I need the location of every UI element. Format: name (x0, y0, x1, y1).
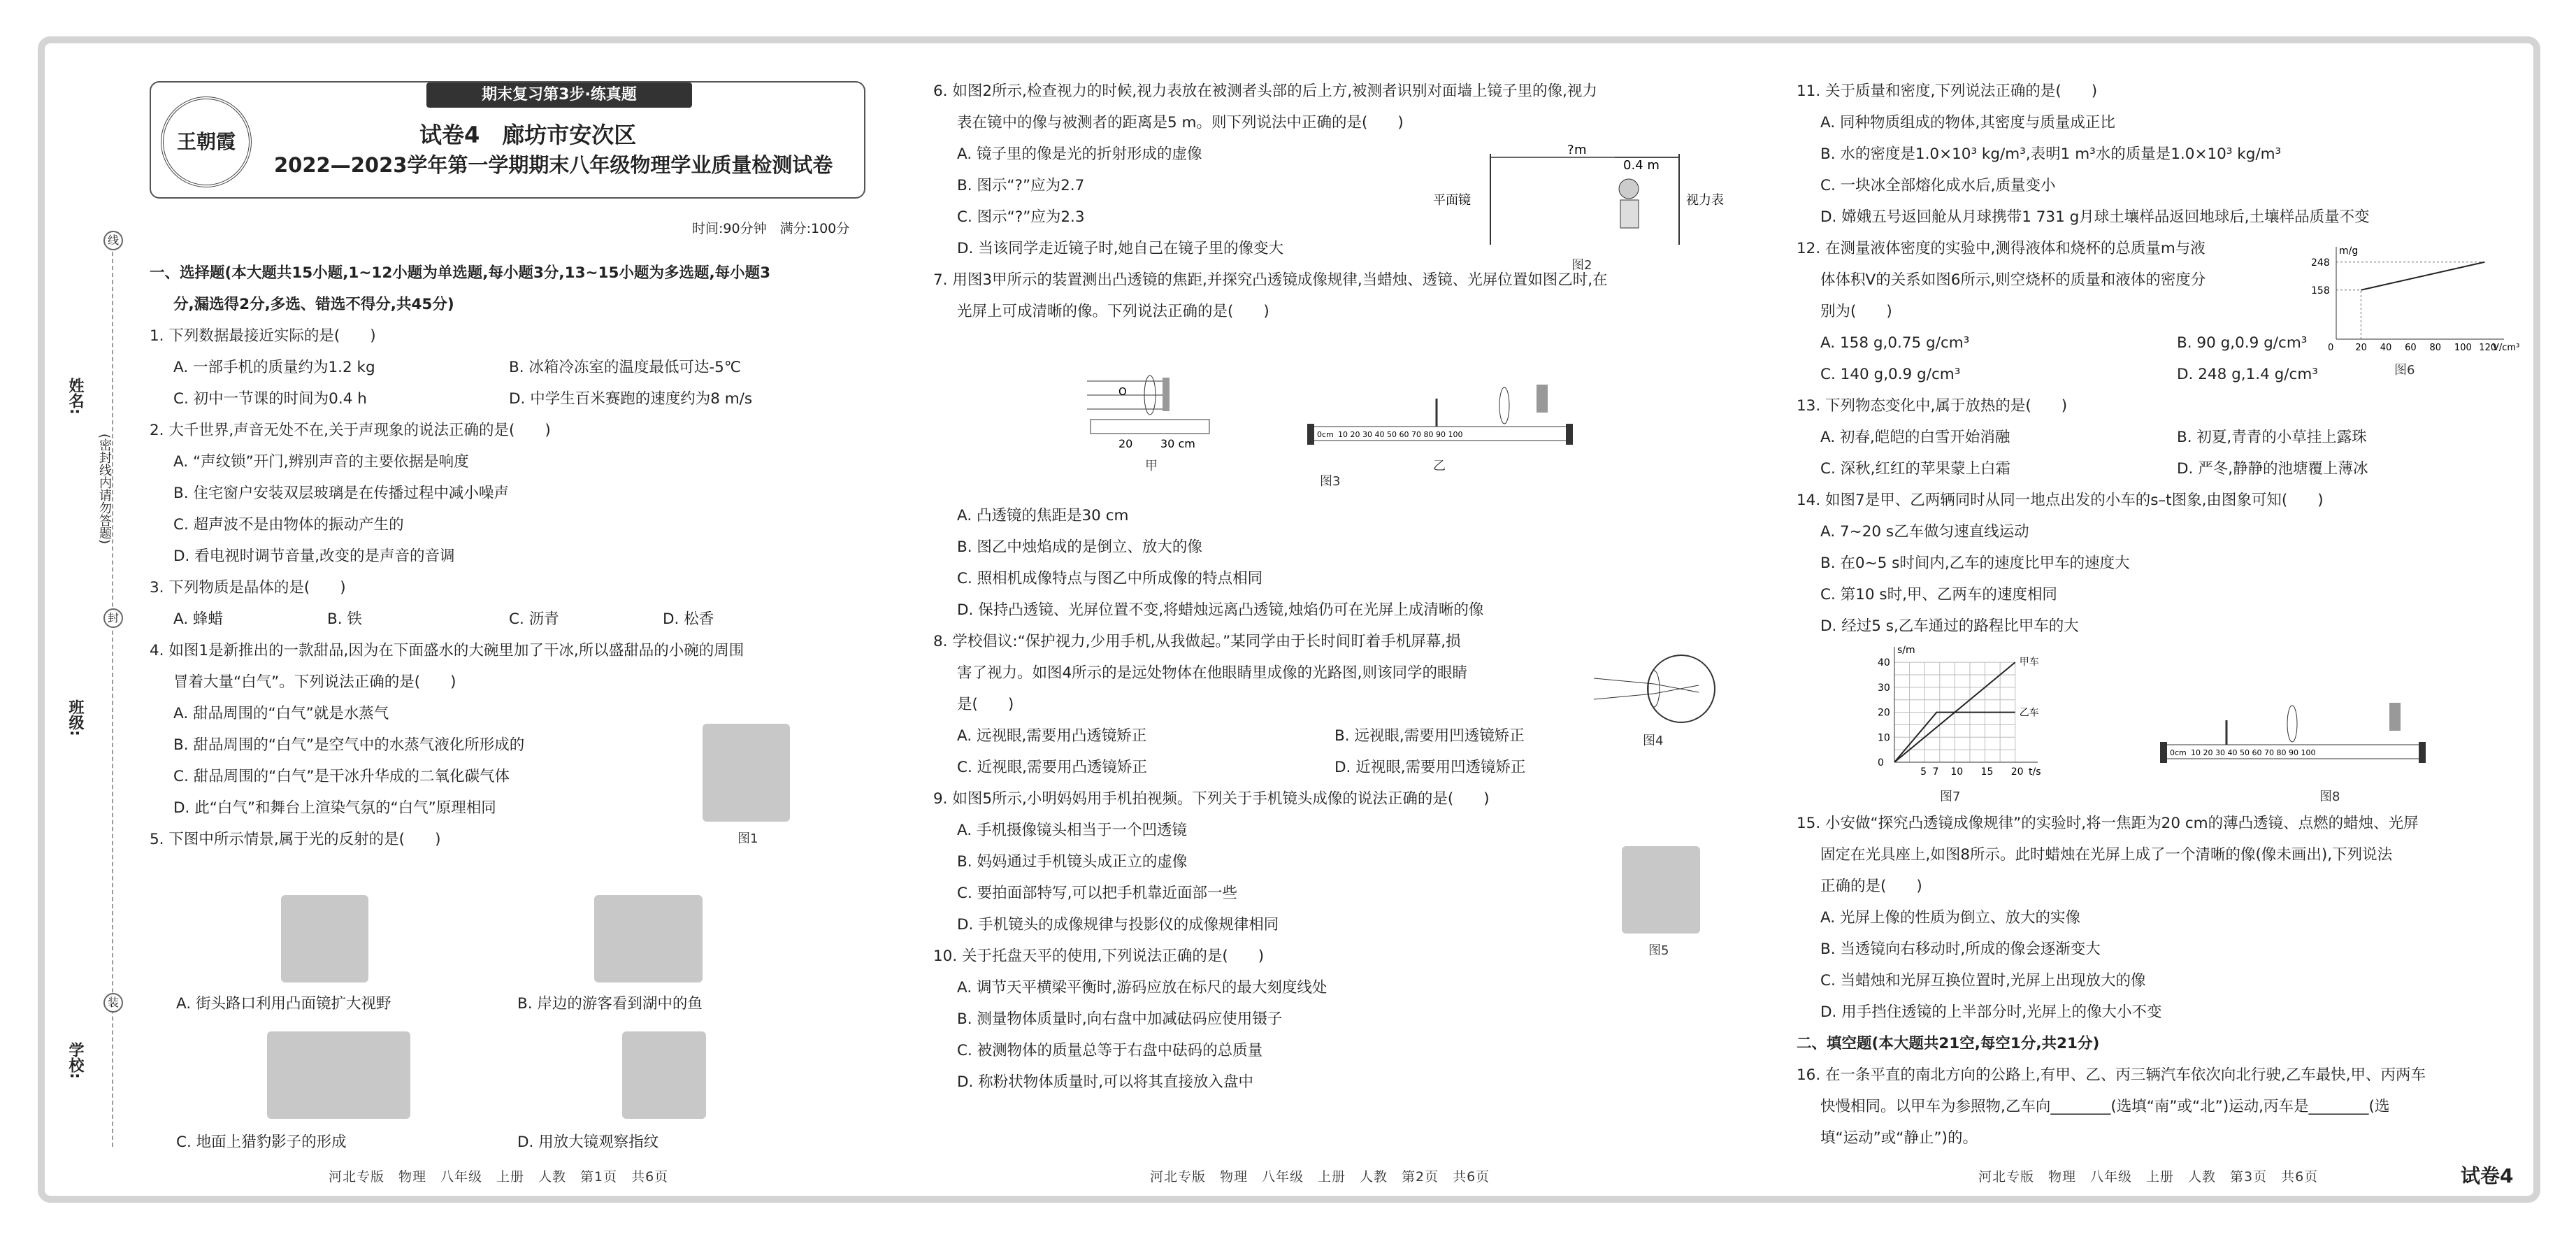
q4-option-b: B. 甜品周围的“白气”是空气中的水蒸气液化所形成的 (173, 736, 525, 754)
binding-mark-xian: 线 (103, 231, 123, 250)
fig6-x-tick: 80 (2429, 343, 2442, 353)
fig7-x-tick: 20 (2010, 766, 2024, 778)
fig7-x-tick: 10 (1950, 766, 1964, 778)
paper-title: 试卷4 廊坊市安次区 (419, 122, 637, 148)
fig7-x-label: t/s (2029, 766, 2041, 778)
fig6-x-tick: 60 (2405, 343, 2417, 353)
q4-option-a: A. 甜品周围的“白气”就是水蒸气 (173, 705, 389, 722)
q14-option-b: B. 在0~5 s时间内,乙车的速度比甲车的速度大 (1820, 555, 2130, 572)
question-3: 3. 下列物质是晶体的是( ) (150, 579, 346, 596)
question-5: 5. 下图中所示情景,属于光的反射的是( ) (150, 831, 441, 848)
q1-option-c: C. 初中一节课的时间为0.4 h (173, 390, 367, 408)
q15-option-c: C. 当蜡烛和光屏互换位置时,光屏上出现放大的像 (1820, 972, 2146, 989)
fig7-y-tick: 0 (1878, 757, 1884, 769)
q14-option-c: C. 第10 s时,甲、乙两车的速度相同 (1820, 586, 2057, 603)
q11-option-c: C. 一块冰全部熔化成水后,质量变小 (1820, 177, 2056, 194)
fig6-x-tick: 20 (2355, 343, 2367, 353)
figure-7-caption: 图7 (1940, 789, 1961, 804)
fig6-origin: 0 (2328, 343, 2334, 353)
fig3-ruler-30: 30 cm (1160, 437, 1195, 450)
q3-option-b: B. 铁 (327, 610, 362, 628)
q13-option-c: C. 深秋,红红的苹果蒙上白霜 (1820, 460, 2011, 478)
binding-mark-zhuang: 装 (103, 993, 123, 1013)
question-15: 15. 小安做“探究凸透镜成像规律”的实验时,将一焦距为20 cm的薄凸透镜、点燃的蜡烛、光屏 (1797, 815, 2419, 832)
fig7-y-tick: 10 (1878, 732, 1890, 744)
question-11: 11. 关于质量和密度,下列说法正确的是( ) (1797, 83, 2098, 100)
figure-6-chart (2307, 241, 2531, 360)
publisher-logo: 王朝霞 (161, 96, 252, 187)
q9-option-c: C. 要拍面部特写,可以把手机靠近面部一些 (957, 885, 1238, 902)
q10-option-d: D. 称粉状物体质量时,可以将其直接放入盘中 (957, 1073, 1254, 1091)
figure-3-yi-label: 乙 (1433, 459, 1446, 473)
question-1: 1. 下列数据最接近实际的是( ) (150, 327, 376, 345)
fig6-series-line (2361, 262, 2484, 290)
q14-option-d: D. 经过5 s,乙车通过的路程比甲车的大 (1820, 617, 2079, 635)
time-score: 时间:90分钟 满分:100分 (692, 221, 850, 236)
paper-subtitle: 2022—2023学年第一学期期末八年级物理学业质量检测试卷 (274, 153, 833, 177)
q9-option-b: B. 妈妈通过手机镜头成正立的虚像 (957, 853, 1188, 871)
fig6-x-tick: 120 (2479, 343, 2497, 353)
q5-option-c: C. 地面上猎豹影子的形成 (176, 1134, 347, 1151)
q3-option-c: C. 沥青 (509, 610, 559, 628)
question-4: 4. 如图1是新推出的一款甜品,因为在下面盛水的大碗里加了干冰,所以盛甜品的小碗的周围 (150, 642, 744, 659)
question-13: 13. 下列物态变化中,属于放热的是( ) (1797, 397, 2068, 415)
q12-option-a: A. 158 g,0.75 g/cm³ (1820, 334, 1970, 352)
review-tag: 期末复习第3步·练真题 (426, 83, 692, 108)
column-3-lower (1797, 808, 2538, 1154)
figure-5-caption: 图5 (1648, 943, 1669, 958)
footer-page-2: 河北专版 物理 八年级 上册 人教 第2页 共6页 (1150, 1169, 1490, 1185)
q7-option-c: C. 照相机成像特点与图乙中所成像的特点相同 (957, 570, 1263, 587)
question-10: 10. 关于托盘天平的使用,下列说法正确的是( ) (933, 948, 1265, 965)
question-12-cont: 体体积V的关系如图6所示,则空烧杯的质量和液体的密度分 (1820, 271, 2206, 289)
question-16-cont2: 填“运动”或“静止”)的。 (1820, 1129, 1978, 1147)
q7-option-b: B. 图乙中烛焰成的是倒立、放大的像 (957, 538, 1202, 556)
fig7-x-tick: 5 (1920, 766, 1927, 778)
question-15-cont: 固定在光具座上,如图8所示。此时蜡烛在光屏上成了一个清晰的像(像未画出),下列说法 (1820, 846, 2393, 864)
q2-option-a: A. “声纹锁”开门,辨别声音的主要依据是响度 (173, 453, 469, 471)
fig7-y-tick: 20 (1878, 707, 1890, 719)
question-4-cont: 冒着大量“白气”。下列说法正确的是( ) (173, 673, 456, 691)
q4-option-d: D. 此“白气”和舞台上渲染气氛的“白气”原理相同 (173, 799, 496, 817)
question-12: 12. 在测量液体密度的实验中,测得液体和烧杯的总质量m与液 (1797, 240, 2206, 257)
q13-option-a: A. 初春,皑皑的白雪开始消融 (1820, 429, 2010, 446)
q6-option-a: A. 镜子里的像是光的折射形成的虚像 (957, 145, 1202, 163)
q10-option-a: A. 调节天平横梁平衡时,游码应放在标尺的最大刻度线处 (957, 979, 1327, 996)
figure-1-caption: 图1 (737, 831, 758, 846)
question-7-cont: 光屏上可成清晰的像。下列说法正确的是( ) (957, 303, 1269, 320)
figure-6-caption: 图6 (2394, 363, 2415, 378)
fig7-x-tick: 15 (1980, 766, 1994, 778)
q1-option-b: B. 冰箱冷冻室的温度最低可达-5℃ (509, 359, 742, 376)
q12-option-c: C. 140 g,0.9 g/cm³ (1820, 366, 1961, 383)
question-8: 8. 学校倡议:“保护视力,少用手机,从我做起。”某同学由于长时间盯着手机屏幕,损 (933, 633, 1461, 650)
figure-8-bench (2160, 682, 2426, 773)
q2-option-d: D. 看电视时调节音量,改变的是声音的音调 (173, 548, 455, 565)
fig3-bench-start: 0cm (1317, 430, 1334, 439)
q14-option-a: A. 7~20 s乙车做匀速直线运动 (1820, 523, 2029, 541)
question-16-cont: 快慢相同。以甲车为参照物,乙车向________(选填“南”或“北”)运动,丙车是________(选 (1820, 1098, 2390, 1115)
q13-option-d: D. 严冬,静静的池塘覆上薄冰 (2177, 460, 2368, 478)
q8-option-b: B. 远视眼,需要用凹透镜矫正 (1334, 727, 1525, 745)
fig2-chart-label: 视力表 (1686, 193, 1724, 208)
q8-option-d: D. 近视眼,需要用凹透镜矫正 (1334, 759, 1526, 776)
question-2: 2. 大千世界,声音无处不在,关于声现象的说法正确的是( ) (150, 422, 551, 439)
figure-3-jia-label: 甲 (1145, 459, 1158, 473)
fig8-bench-start: 0cm (2170, 748, 2187, 757)
paper-number-label: 试卷4 (2461, 1164, 2514, 1187)
cheetah-shadow-image (267, 1031, 410, 1119)
footer-page-1: 河北专版 物理 八年级 上册 人教 第1页 共6页 (329, 1169, 669, 1185)
lake-fish-image (594, 895, 703, 982)
q2-option-b: B. 住宅窗户安装双层玻璃是在传播过程中减小噪声 (173, 485, 509, 502)
fig6-y-label: m/g (2339, 245, 2359, 257)
q1-option-a: A. 一部手机的质量约为1.2 kg (173, 359, 375, 376)
q11-option-a: A. 同种物质组成的物体,其密度与质量成正比 (1820, 114, 2115, 131)
fig2-mirror-label: 平面镜 (1433, 193, 1471, 208)
fig6-y-tick: 158 (2311, 285, 2330, 296)
question-6-cont: 表在镜中的像与被测者的距离是5 m。则下列说法中正确的是( ) (957, 114, 1404, 131)
q6-option-b: B. 图示“?”应为2.7 (957, 177, 1085, 194)
q3-option-d: D. 松香 (663, 610, 714, 628)
figure-7-chart (1863, 643, 2073, 783)
q6-option-c: C. 图示“?”应为2.3 (957, 208, 1085, 226)
figure-3-caption: 图3 (1320, 474, 1341, 489)
q15-option-d: D. 用手挡住透镜的上半部分时,光屏上的像大小不变 (1820, 1003, 2162, 1021)
q8-option-c: C. 近视眼,需要用凸透镜矫正 (957, 759, 1148, 776)
figure-1-dessert-image (703, 724, 790, 822)
q12-option-b: B. 90 g,0.9 g/cm³ (2177, 334, 2308, 352)
q15-option-b: B. 当透镜向右移动时,所成的像会逐渐变大 (1820, 941, 2101, 958)
question-12-cont2: 别为( ) (1820, 303, 1892, 320)
fig7-legend-2: 乙车 (2019, 707, 2039, 719)
question-7: 7. 用图3甲所示的装置测出凸透镜的焦距,并探究凸透镜成像规律,当蜡烛、透镜、光屏位置如图乙时,在 (933, 271, 1608, 289)
q11-option-b: B. 水的密度是1.0×10³ kg/m³,表明1 m³水的质量是1.0×10³ kg/m³ (1820, 145, 2282, 163)
figure-2-caption: 图2 (1571, 258, 1592, 273)
fig8-bench-scale: 10 20 30 40 50 60 70 80 90 100 (2191, 748, 2316, 757)
sealing-note: (密封线内请勿答题) (97, 434, 112, 545)
fig2-distance: 0.4 m (1623, 158, 1660, 173)
section-2-title: 二、填空题(本大题共21空,每空1分,共21分) (1797, 1035, 2100, 1052)
figure-8-caption: 图8 (2319, 789, 2340, 804)
name-label: 姓名: (66, 378, 84, 415)
q2-option-c: C. 超声波不是由物体的振动产生的 (173, 516, 404, 534)
q11-option-d: D. 嫦娥五号返回舱从月球携带1 731 g月球土壤样品返回地球后,土壤样品质量不变 (1820, 208, 2370, 226)
q5-option-a: A. 街头路口利用凸面镜扩大视野 (176, 995, 391, 1013)
fig6-x-label: V/cm³ (2493, 343, 2520, 353)
footer-page-3: 河北专版 物理 八年级 上册 人教 第3页 共6页 (1978, 1169, 2319, 1185)
question-8-cont2: 是( ) (957, 696, 1014, 713)
q4-option-c: C. 甜品周围的“白气”是干冰升华成的二氧化碳气体 (173, 768, 510, 785)
fig6-x-tick: 100 (2454, 343, 2472, 353)
fig2-question-mark: ? (1567, 143, 1574, 157)
q8-option-a: A. 远视眼,需要用凸透镜矫正 (957, 727, 1147, 745)
section-1-title: 一、选择题(本大题共15小题,1~12小题为单选题,每小题3分,13~15小题为多选题,每小题3 (150, 264, 771, 282)
column-2-lower (933, 500, 1723, 1098)
q7-option-d: D. 保持凸透镜、光屏位置不变,将蜡烛远离凸透镜,烛焰仍可在光屏上成清晰的像 (957, 601, 1484, 619)
section-1-title-cont: 分,漏选得2分,多选、错选不得分,共45分) (173, 296, 454, 313)
question-15-cont2: 正确的是( ) (1820, 878, 1922, 895)
q1-option-d: D. 中学生百米赛跑的速度约为8 m/s (509, 390, 753, 408)
figure-3-yi-bench (1307, 364, 1573, 451)
q5-option-b: B. 岸边的游客看到湖中的鱼 (517, 995, 703, 1013)
question-9: 9. 如图5所示,小明妈妈用手机拍视频。下列关于手机镜头成像的说法正确的是( ) (933, 790, 1490, 808)
figure-3-jia (1087, 364, 1213, 451)
question-16: 16. 在一条平直的南北方向的公路上,有甲、乙、丙三辆汽车依次向北行驶,乙车最快,甲、丙两车 (1797, 1066, 2426, 1084)
q9-option-a: A. 手机摄像镜头相当于一个凹透镜 (957, 822, 1187, 839)
question-14: 14. 如图7是甲、乙两辆同时从同一地点出发的小车的s–t图象,由图象可知( ) (1797, 492, 2324, 509)
q12-option-d: D. 248 g,1.4 g/cm³ (2177, 366, 2318, 383)
binding-mark-feng: 封 (103, 608, 123, 628)
question-6: 6. 如图2所示,检查视力的时候,视力表放在被测者头部的后上方,被测者识别对面墙上镜子里的像,视力 (933, 83, 1597, 100)
q13-option-b: B. 初夏,青青的小草挂上露珠 (2177, 429, 2367, 446)
fig7-y-tick: 30 (1878, 682, 1890, 694)
q6-option-d: D. 当该同学走近镜子时,她自己在镜子里的像变大 (957, 240, 1284, 257)
convex-mirror-image (281, 895, 368, 982)
q9-option-d: D. 手机镜头的成像规律与投影仪的成像规律相同 (957, 916, 1279, 934)
school-label: 学校: (66, 1042, 84, 1079)
fig3-bench-scale: 10 20 30 40 50 60 70 80 90 100 (1338, 430, 1463, 439)
fig7-legend-1: 甲车 (2019, 657, 2039, 669)
fig2-meter-unit: m (1574, 143, 1587, 157)
q5-option-d: D. 用放大镜观察指纹 (517, 1134, 659, 1151)
fig7-y-label: s/m (1897, 645, 1915, 656)
q7-option-a: A. 凸透镜的焦距是30 cm (957, 507, 1129, 524)
figure-5-phone-image (1622, 846, 1700, 934)
figure-4-eye-diagram (1594, 650, 1720, 727)
q3-option-a: A. 蜂蜡 (173, 610, 223, 628)
fig6-x-tick: 40 (2380, 343, 2392, 353)
question-8-cont: 害了视力。如图4所示的是远处物体在他眼睛里成像的光路图,则该同学的眼睛 (957, 664, 1468, 682)
fig3-o-label: O (1118, 385, 1127, 398)
fig6-y-tick: 248 (2311, 257, 2330, 269)
q10-option-b: B. 测量物体质量时,向右盘中加减砝码应使用镊子 (957, 1010, 1283, 1028)
fig7-y-tick: 40 (1878, 657, 1890, 669)
fig7-x-tick: 7 (1932, 766, 1939, 778)
q10-option-c: C. 被测物体的质量总等于右盘中砝码的总质量 (957, 1042, 1263, 1059)
fig3-ruler-20: 20 (1118, 437, 1133, 450)
q15-option-a: A. 光屏上像的性质为倒立、放大的实像 (1820, 909, 2080, 927)
magnifier-image (622, 1031, 706, 1119)
figure-4-caption: 图4 (1643, 734, 1664, 748)
class-label: 班级: (66, 699, 84, 736)
